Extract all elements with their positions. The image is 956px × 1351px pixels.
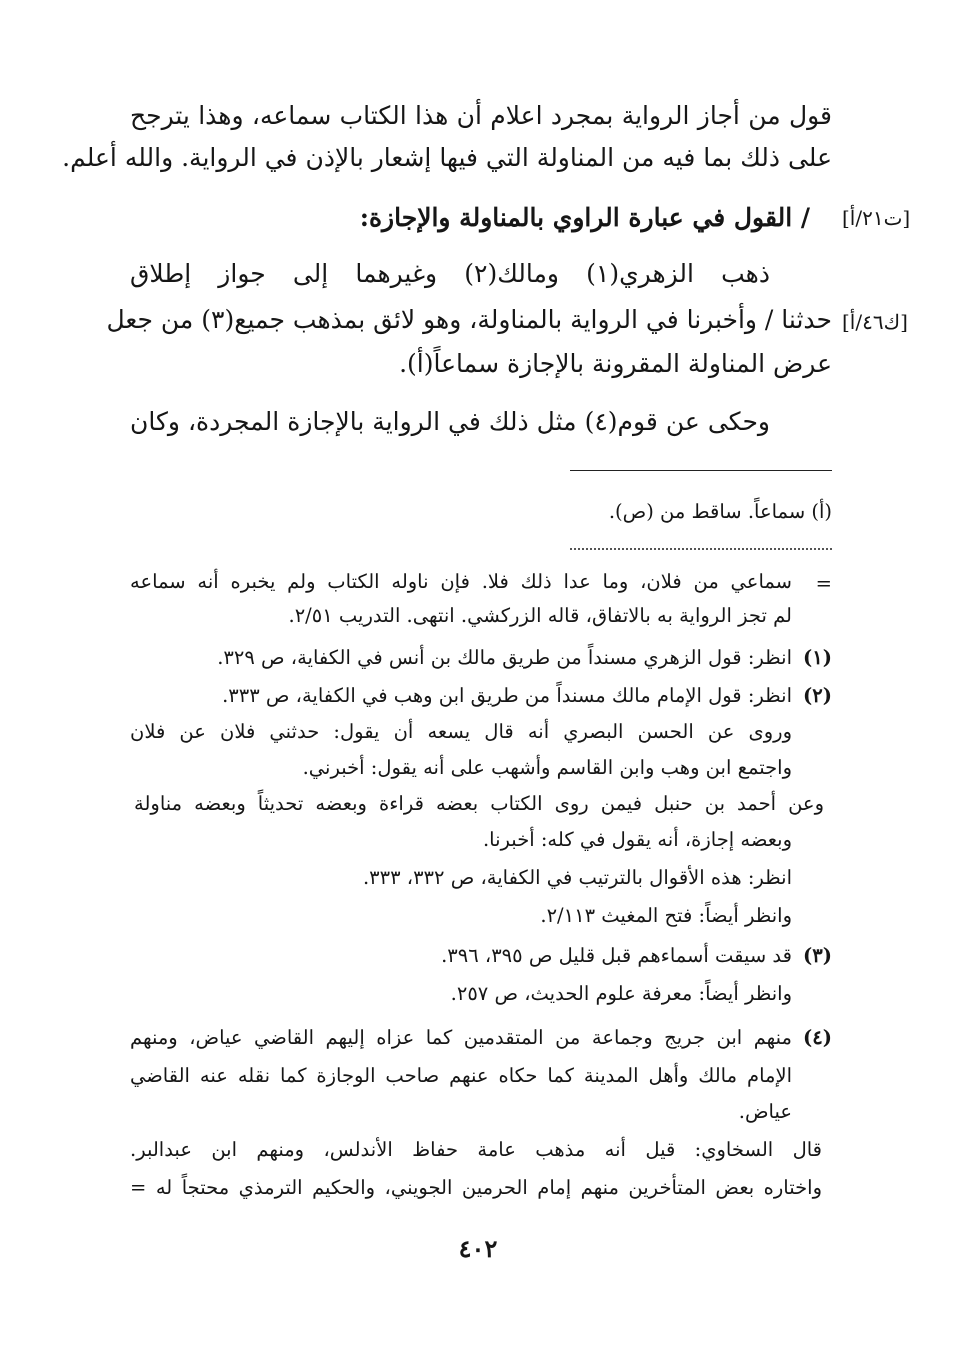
footnote-separator [570, 470, 832, 471]
main-text-line: ذهب الزهري(١) ومالك(٢) وغيرهما إلى جواز إطلاق [130, 259, 770, 288]
section-heading: / القول في عبارة الراوي بالمناولة والإجازة: [359, 203, 810, 232]
footnote-continuation-mark: = [815, 572, 832, 595]
footnote-number: (٣) [803, 944, 832, 967]
footnote-line: واختاره بعض المتأخرين منهم إمام الحرمين الجويني، والحكيم الترمذي محتجاً له = [130, 1176, 822, 1199]
manuscript-folio-marker: [ك٤٦/أ] [842, 310, 908, 334]
footnote-line: وبعضه إجازة، أنه يقول في كله: أخبرنا. [482, 828, 792, 851]
page-number: ٤٠٢ [458, 1234, 498, 1263]
main-text-line: عرض المناولة المقرونة بالإجازة سماعاً(أ). [399, 349, 832, 378]
footnote-line: وانظر أيضاً: معرفة علوم الحديث، ص ٢٥٧. [450, 982, 792, 1005]
footnote-line: قال السخاوي: قيل أنه مذهب عامة حفاظ الأندلس، ومنهم ابن عبدالبر. [130, 1138, 822, 1161]
footnote-line: وروى عن الحسن البصري أنه قال يسعه أن يقول: حدثني فلان عن فلان [130, 720, 792, 743]
footnote-line: وعن أحمد بن حنبل فيمن روى الكتاب بعضه قراءة وبعضه تحديثاً وبعضه مناولة [134, 792, 824, 815]
footnote-line: واجتمع ابن وهب وابن القاسم وأشهب على أنه يقول: أخبرني. [302, 756, 792, 779]
footnote-number: (٤) [803, 1026, 832, 1049]
footnote-line: انظر: قول الزهري مسنداً من طريق مالك بن أنس في الكفاية، ص ٣٢٩. [217, 646, 792, 669]
footnote-line: قد سيقت أسماءهم قبل قليل ص ٣٩٥، ٣٩٦. [441, 944, 792, 967]
footnote-line: انظر: هذه الأقوال بالترتيب في الكفاية، ص ٣٣٢، ٣٣٣. [362, 866, 792, 889]
manuscript-folio-marker: [ت٢١/أ] [842, 206, 911, 230]
main-text-line: على ذلك بما فيه من المناولة التي فيها إشعار بالإذن في الرواية. والله أعلم. [62, 143, 832, 172]
dotted-separator [570, 548, 832, 550]
main-text-line: قول من أجاز الرواية بمجرد اعلام أن هذا الكتاب سماعه، وهذا يترجح [130, 101, 832, 130]
footnote-number: (١) [803, 646, 832, 669]
variant-note: (أ) سماعاً. ساقط من (ص). [608, 500, 832, 523]
footnote-line: سماعي من فلان، وما عدا ذلك فلا. فإن ناوله الكتاب ولم يخبره أنه سماعه [130, 570, 792, 593]
footnote-line: انظر: قول الإمام مالك مسنداً من طريق ابن وهب في الكفاية، ص ٣٣٣. [222, 684, 792, 707]
footnote-line: لم تجز الرواية به بالاتفاق، قاله الزركشي. انتهى. التدريب ٢/٥١. [288, 604, 792, 627]
footnote-line: وانظر أيضاً: فتح المغيث ٢/١١٣. [540, 904, 792, 927]
main-text-line: حدثنا / وأخبرنا في الرواية بالمناولة، وهو لائق بمذهب جميع(٣) من جعل [106, 305, 832, 334]
main-text-line: وحكى عن قوم(٤) مثل ذلك في الرواية بالإجازة المجردة، وكان [130, 407, 771, 436]
footnote-line: عياض. [738, 1100, 792, 1123]
footnote-line: الإمام مالك وأهل المدينة كما حكاه عنهم صاحب الوجازة كما نقله عنه القاضي [130, 1064, 792, 1087]
footnote-number: (٢) [803, 684, 832, 707]
footnote-line: منهم ابن جريج وجماعة من المتقدمين كما عزاه إليهم القاضي عياض، ومنهم [130, 1026, 792, 1049]
